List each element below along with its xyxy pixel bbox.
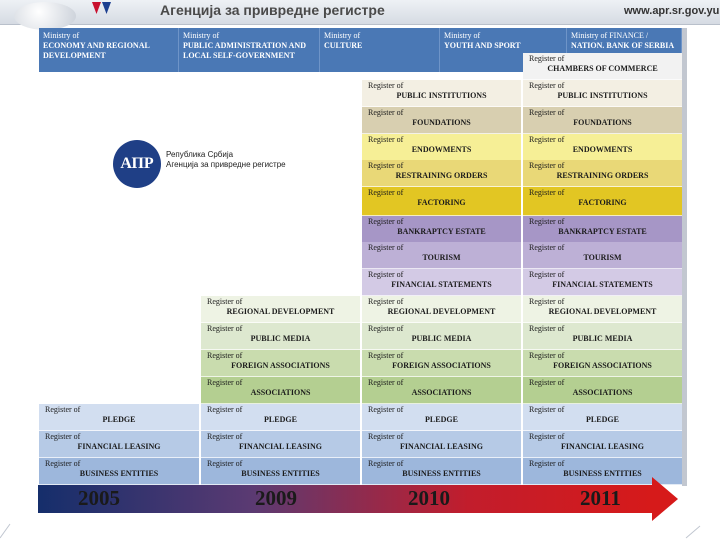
register-prefix: Register of — [45, 459, 81, 468]
register-prefix: Register of — [529, 378, 565, 387]
register-prefix: Register of — [368, 108, 404, 117]
register-prefix: Register of — [529, 161, 565, 170]
register-business-entities-2009 — [201, 458, 360, 485]
register-chambers-of-commerce — [523, 53, 682, 80]
register-prefix: Register of — [368, 188, 404, 197]
register-business-entities-2005 — [39, 458, 199, 485]
register-prefix: Register of — [368, 351, 404, 360]
register-prefix: Register of — [529, 135, 565, 144]
register-name: BUSINESS ENTITIES — [79, 469, 159, 478]
register-name: FACTORING — [417, 198, 466, 207]
register-name: ENDOWMENTS — [572, 145, 633, 154]
register-foreign-associations-2010 — [362, 350, 521, 377]
register-name: FOREIGN ASSOCIATIONS — [392, 361, 491, 370]
register-foreign-associations-2011 — [523, 350, 682, 377]
flag-icon — [102, 2, 111, 14]
ministry-prefix: Ministry of FINANCE / — [571, 31, 649, 40]
register-prefix: Register of — [368, 217, 404, 226]
register-endowments-2010 — [362, 134, 521, 161]
apr-name-line1: Република Србија — [166, 150, 234, 159]
register-name: BANKRAPTCY ESTATE — [558, 227, 647, 236]
footer-decoration — [0, 522, 720, 540]
register-prefix: Register of — [368, 243, 404, 252]
register-prefix: Register of — [529, 432, 565, 441]
register-prefix: Register of — [207, 324, 243, 333]
register-associations-2009 — [201, 377, 360, 404]
register-name: PLEDGE — [264, 415, 297, 424]
register-prefix: Register of — [529, 188, 565, 197]
ministry-public-administration — [179, 28, 320, 72]
register-name: PUBLIC INSTITUTIONS — [396, 91, 487, 100]
register-prefix: Register of — [529, 81, 565, 90]
ministry-economy — [39, 28, 179, 72]
register-name: CHAMBERS OF COMMERCE — [547, 64, 658, 73]
register-name: FINANCIAL STATEMENTS — [552, 280, 653, 289]
register-tourism-2010 — [362, 242, 521, 269]
register-factoring-2010 — [362, 187, 521, 216]
header-bar — [0, 0, 720, 25]
register-regional-development-2009 — [201, 296, 360, 323]
register-bankruptcy-estate-2010 — [362, 216, 521, 243]
register-prefix: Register of — [207, 297, 243, 306]
register-name: PUBLIC MEDIA — [411, 334, 472, 343]
register-foreign-associations-2009 — [201, 350, 360, 377]
register-prefix: Register of — [207, 405, 243, 414]
register-name: ASSOCIATIONS — [572, 388, 633, 397]
register-prefix: Register of — [529, 405, 565, 414]
register-associations-2011 — [523, 377, 682, 404]
register-prefix: Register of — [368, 270, 404, 279]
register-prefix: Register of — [529, 54, 565, 63]
register-name: FOUNDATIONS — [573, 118, 632, 127]
register-regional-development-2011 — [523, 296, 682, 323]
register-financial-leasing-2010 — [362, 431, 521, 458]
register-prefix: Register of — [529, 297, 565, 306]
frame-edge — [682, 28, 687, 486]
site-url[interactable]: www.apr.sr.gov.yu — [624, 5, 720, 17]
register-name: ENDOWMENTS — [411, 145, 472, 154]
ministry-prefix: Ministry of — [444, 31, 481, 40]
register-regional-development-2010 — [362, 296, 521, 323]
register-name: FINANCIAL LEASING — [77, 442, 161, 451]
register-financial-statements-2010 — [362, 269, 521, 296]
register-name: PLEDGE — [102, 415, 136, 424]
register-pledge-2005 — [39, 404, 199, 431]
register-foundations-2011 — [523, 107, 682, 134]
register-prefix: Register of — [368, 432, 404, 441]
agency-logo-disc — [14, 2, 76, 30]
register-name: RESTRAINING ORDERS — [395, 171, 488, 180]
register-prefix: Register of — [529, 243, 565, 252]
register-name: BANKRAPTCY ESTATE — [397, 227, 486, 236]
ministry-name: YOUTH AND SPORT — [444, 41, 521, 50]
register-prefix: Register of — [207, 432, 243, 441]
register-financial-leasing-2005 — [39, 431, 199, 458]
register-associations-2010 — [362, 377, 521, 404]
register-restraining-orders-2011 — [523, 160, 682, 187]
register-name: FACTORING — [578, 198, 627, 207]
ministry-name: CULTURE — [324, 41, 363, 50]
register-financial-leasing-2011 — [523, 431, 682, 458]
register-business-entities-2011 — [523, 458, 682, 485]
register-prefix: Register of — [529, 217, 565, 226]
register-prefix: Register of — [207, 459, 243, 468]
register-name: TOURISM — [583, 253, 622, 262]
register-prefix: Register of — [45, 405, 81, 414]
register-prefix: Register of — [529, 324, 565, 333]
register-foundations-2010 — [362, 107, 521, 134]
apr-name — [166, 150, 286, 170]
register-name: FINANCIAL LEASING — [239, 442, 322, 451]
ministry-culture — [320, 28, 440, 72]
year-2011: 2011 — [580, 486, 621, 510]
flag-icon — [92, 2, 101, 14]
register-name: BUSINESS ENTITIES — [402, 469, 481, 478]
register-name: PUBLIC MEDIA — [572, 334, 633, 343]
register-prefix: Register of — [368, 378, 404, 387]
register-name: REGIONAL DEVELOPMENT — [226, 307, 335, 316]
register-bankruptcy-estate-2011 — [523, 216, 682, 243]
register-prefix: Register of — [368, 81, 404, 90]
register-name: BUSINESS ENTITIES — [563, 469, 642, 478]
register-public-media-2011 — [523, 323, 682, 350]
register-prefix: Register of — [529, 270, 565, 279]
register-prefix: Register of — [368, 297, 404, 306]
timeline-arrow — [38, 485, 652, 513]
register-name: PUBLIC MEDIA — [250, 334, 311, 343]
register-name: RESTRAINING ORDERS — [556, 171, 649, 180]
register-name: FINANCIAL LEASING — [400, 442, 483, 451]
register-name: FOUNDATIONS — [412, 118, 471, 127]
register-prefix: Register of — [368, 324, 404, 333]
ministry-prefix: Ministry of — [43, 31, 80, 40]
ministry-prefix: Ministry of — [183, 31, 220, 40]
register-name: PLEDGE — [425, 415, 458, 424]
register-name: PUBLIC INSTITUTIONS — [557, 91, 648, 100]
year-2009: 2009 — [255, 486, 297, 510]
apr-name-line2: Агенција за привредне регистре — [166, 160, 286, 169]
register-name: BUSINESS ENTITIES — [241, 469, 320, 478]
register-name: FINANCIAL LEASING — [561, 442, 644, 451]
register-name: FOREIGN ASSOCIATIONS — [553, 361, 652, 370]
register-prefix: Register of — [207, 378, 243, 387]
register-name: REGIONAL DEVELOPMENT — [387, 307, 496, 316]
register-public-media-2009 — [201, 323, 360, 350]
register-pledge-2009 — [201, 404, 360, 431]
register-prefix: Register of — [529, 351, 565, 360]
register-public-media-2010 — [362, 323, 521, 350]
register-financial-leasing-2009 — [201, 431, 360, 458]
register-name: FINANCIAL STATEMENTS — [391, 280, 492, 289]
agency-title: Агенција за привредне регистре — [160, 2, 385, 18]
register-pledge-2011 — [523, 404, 682, 431]
register-prefix: Register of — [368, 459, 404, 468]
register-name: PLEDGE — [586, 415, 619, 424]
register-prefix: Register of — [368, 405, 404, 414]
ministry-name: PUBLIC ADMINISTRATION AND LOCAL SELF-GOVERNMENT — [183, 41, 306, 60]
register-financial-statements-2011 — [523, 269, 682, 296]
ministry-name: NATION. BANK OF SERBIA — [571, 41, 675, 50]
apr-logo: АПР — [113, 140, 161, 188]
register-name: TOURISM — [422, 253, 461, 262]
register-name: REGIONAL DEVELOPMENT — [548, 307, 657, 316]
register-pledge-2010 — [362, 404, 521, 431]
register-business-entities-2010 — [362, 458, 521, 485]
register-endowments-2011 — [523, 134, 682, 161]
register-tourism-2011 — [523, 242, 682, 269]
ministry-name: ECONOMY AND REGIONAL DEVELOPMENT — [43, 41, 150, 60]
year-2005: 2005 — [78, 486, 120, 510]
register-prefix: Register of — [207, 351, 243, 360]
register-public-institutions-2011 — [523, 80, 682, 107]
ministry-prefix: Ministry of — [324, 31, 361, 40]
year-2010: 2010 — [408, 486, 450, 510]
register-factoring-2011 — [523, 187, 682, 216]
register-prefix: Register of — [368, 161, 404, 170]
register-name: ASSOCIATIONS — [250, 388, 311, 397]
register-name: FOREIGN ASSOCIATIONS — [231, 361, 330, 370]
register-public-institutions-2010 — [362, 80, 521, 107]
register-restraining-orders-2010 — [362, 160, 521, 187]
register-prefix: Register of — [45, 432, 81, 441]
register-prefix: Register of — [368, 135, 404, 144]
register-prefix: Register of — [529, 459, 565, 468]
register-prefix: Register of — [529, 108, 565, 117]
register-name: ASSOCIATIONS — [411, 388, 472, 397]
